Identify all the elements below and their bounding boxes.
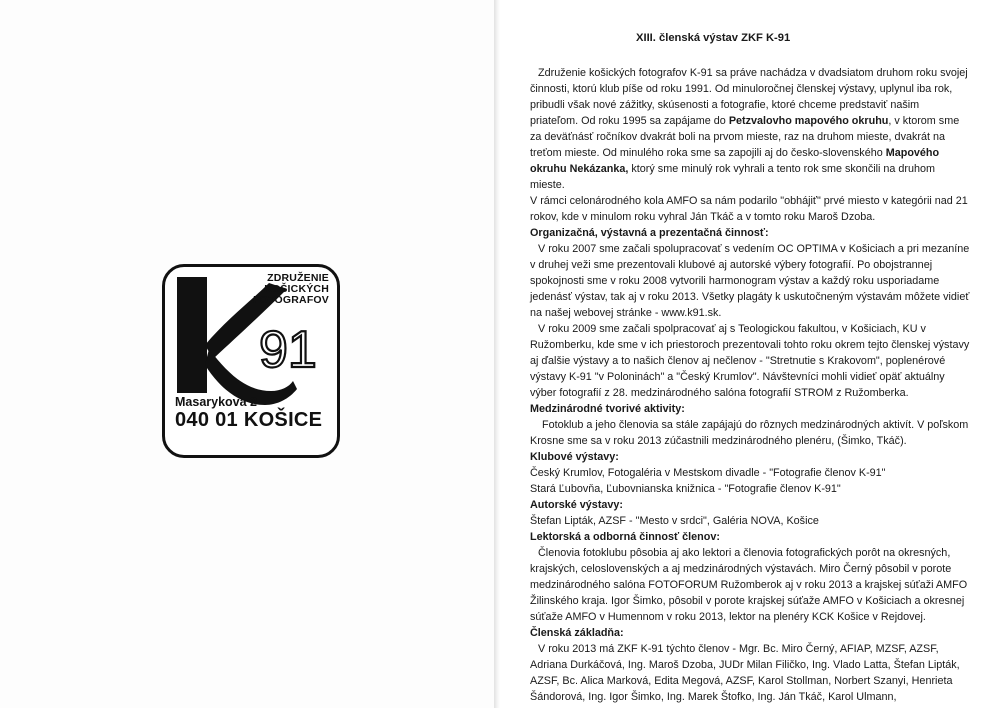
paragraph-intro: Združenie košických fotografov K-91 sa práve nachádza v dvadsiatom druhom roku svojej činnosti, ktorú klub píše od roku 1991. Od minuloročnej členskej výstavy, uplynul iba rok, pribudli však nové zážitky, skúsenosti a fotografie, ktoré chceme predstaviť našim priateľom. Od roku 1995 sa zapájame do Petzvalovho mapového okruhu, v ktorom sme za deväťnásť ročníkov dvakrát boli na prvom mieste, raz na druhom mieste, dvakrát na treťom mieste. Od minulého roka sme sa zapojili aj do česko-slovenského Mapového okruhu Nekázanka, ktorý sme minulý rok vyhrali a tento rok sme skončili na druhom mieste. <box>530 67 968 191</box>
club-exhibition-2: Stará Ľubovňa, Ľubovnianska knižnica - "Fotografie členov K-91" <box>530 483 841 495</box>
paragraph-theology: V roku 2009 sme začali spolpracovať aj s Teologickou fakultou, v Košiciach, KU v Ružomberku, kde sme v ich priestoroch prezentovali tohto roku okrem tejto členskej výstavy aj ďalšie výstavy a to našich členov aj nečlenov - "Stretnutie s Krakovom", poplenérové výstavy K-91 "v Poloninách" a "Český Krumlov". Návštevníci mohli vidieť opäť aktuálny výber fotografií z 28. medzinárodného salóna fotografií STROM z Ružomberka. <box>530 323 970 399</box>
nekazanka-circuit: Mapového okruhu Nekázanka, <box>530 147 940 175</box>
logo-line-2: KOŠICKÝCH <box>264 283 329 295</box>
paragraph-members: V roku 2013 má ZKF K-91 týchto členov - Mgr. Bc. Miro Černý, AFIAP, MZSF, AZSF, Adriana Durkáčová, Ing. Maroš Dzoba, JUDr Milan Filičko, Ing. Vlado Latta, Štefan Lipták, AZSF, Bc. Alica Marková, Edita Megová, AZSF, Karol Stollman, Norbert Szanyi, Henrieta Šándorová, Ing. Igor Šimko, Ing. Marek Štofko, Ing. Ján Tkáč, Karol Ulmann, <box>530 643 960 703</box>
logo-city: 040 01 KOŠICE <box>175 409 323 431</box>
logo-line-3: FOTOGRAFOV <box>253 294 329 306</box>
paragraph-amfo: V rámci celonárodného kola AMFO sa nám podarilo "obhájiť" prvé miesto v kategórii nad 21 rokov, kde v minulom roku vyhral Ján Tkáč a v tomto roku Maroš Dzoba. <box>530 195 968 223</box>
logo-number: 91 <box>259 321 317 379</box>
paragraph-international: Fotoklub a jeho členovia sa stále zapájajú do rôznych medzinárodných aktivít. V poľskom Krosne sme sa v roku 2013 zúčastnili medzinárodného plenéru, (Šimko, Tkáč). <box>530 419 969 447</box>
logo-street: Masarykova 2 <box>175 395 258 409</box>
club-exhibition-1: Český Krumlov, Fotogaléria v Mestskom divadle - "Fotografie členov K-91" <box>530 467 886 479</box>
heading-membership: Členská základňa: <box>530 627 624 639</box>
heading-lecturing: Lektorská a odborná činnosť členov: <box>530 531 720 543</box>
petzval-circuit: Petzvalovho mapového okruhu <box>728 115 889 127</box>
document-title: XIII. členská výstav ZKF K-91 <box>636 32 791 44</box>
heading-international: Medzinárodné tvorivé aktivity: <box>530 403 685 415</box>
heading-club-exhibitions: Klubové výstavy: <box>530 451 619 463</box>
document-body <box>530 65 970 705</box>
logo-line-1: ZDRUŽENIE <box>267 272 329 284</box>
heading-organizational: Organizačná, výstavná a prezentačná činnosť: <box>530 227 769 239</box>
paragraph-lecturing: Členovia fotoklubu pôsobia aj ako lektori a členovia fotografických porôt na okresných, krajských, celoslovenských a aj medzinárodných výstavách. Miro Černý pôsobil v porote medzinárodného salóna FOTOFORUM Ružomberok aj v roku 2013 a krajskej súťaži AMFO Žilinského kraja. Igor Šimko, pôsobil v porote krajskej súťaže AMFO v Košiciach a okresnej súťaže AMFO v Humennom v roku 2013, lektor na plenéry KCK Košice v Rejdovej. <box>530 547 968 623</box>
heading-author-exhibitions: Autorské výstavy: <box>530 499 624 511</box>
author-exhibition-1: Štefan Lipták, AZSF - "Mesto v srdci", Galéria NOVA, Košice <box>530 515 819 527</box>
club-logo <box>162 264 340 458</box>
left-page <box>0 0 494 708</box>
paragraph-optima: V roku 2007 sme začali spolupracovať s vedením OC OPTIMA v Košiciach a pri mezaníne v druhej veži sme prezentovali klubové aj autorské výbery fotografií. Po obojstrannej spokojnosti sme v roku 2008 vytvorili harmonogram výstav a každý roku usporiadame jedenásť výstav, tak aj v roku 2013. Všetky plagáty k uskutočneným výstavám môžete vidieť na našej webovej stránke - www.k91.sk. <box>530 243 970 319</box>
